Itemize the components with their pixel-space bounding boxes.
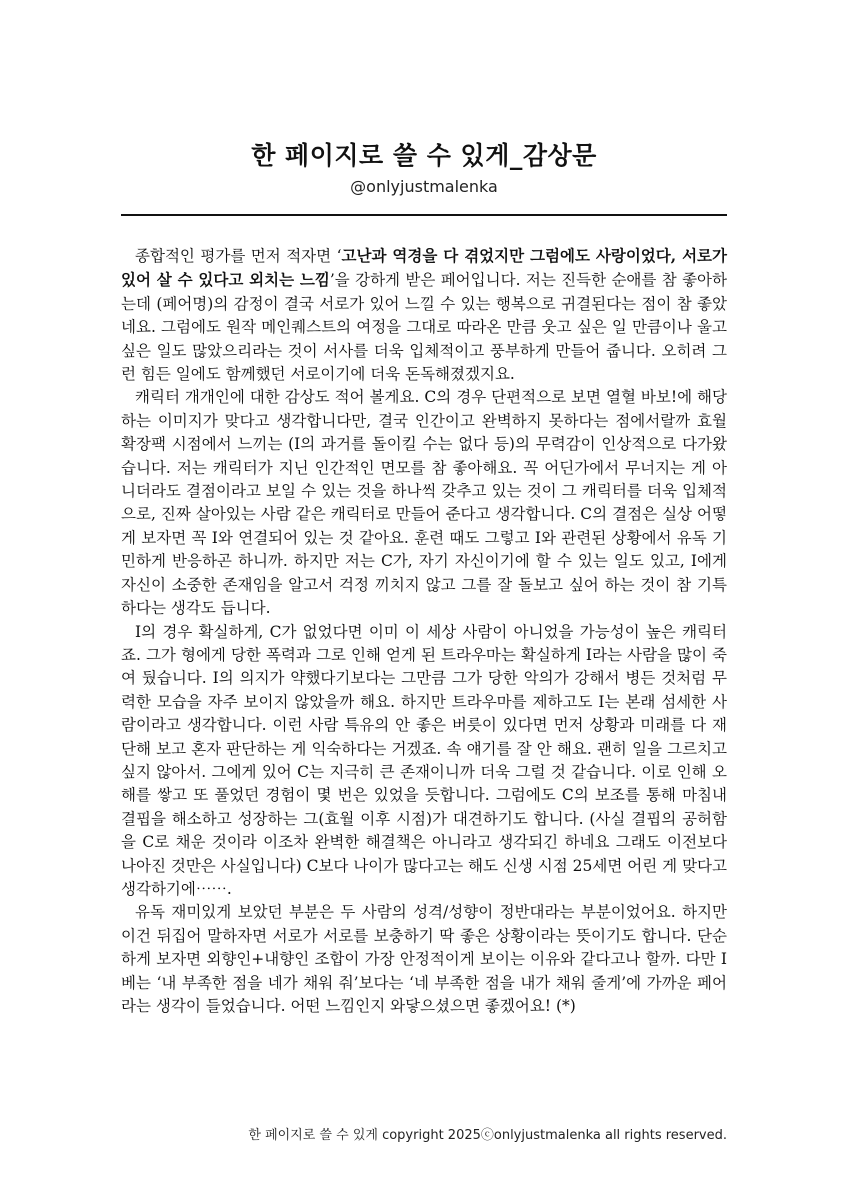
copyright-footer: 한 페이지로 쓸 수 있게 copyright 2025ⓒonlyjustmalenka all rights reserved. (248, 1128, 727, 1143)
document-title: 한 페이지로 쓸 수 있게_감상문 (251, 141, 597, 170)
title-divider (121, 214, 727, 216)
paragraph-1 (121, 244, 727, 386)
paragraph-1-rest: ’을 강하게 받은 페어입니다. 저는 진득한 순애를 참 좋아하는데 (페어명)의 감정이 결국 서로가 있어 느낄 수 있는 행복으로 귀결된다는 점이 참 좋았네요. 그럼에도 원작 메인퀘스트의 여정을 그대로 따라온 만큼 웃고 싶은 일 만큼이나 울고 싶은 일도 많았으리라는 것이 서사를 더욱 입체적이고 풍부하게 만들어 줍니다. 오히려 그런 힘든 일에도 함께했던 서로이기에 더욱 돈독해졌겠지요. (121, 271, 727, 384)
paragraph-2: 캐릭터 개개인에 대한 감상도 적어 볼게요. C의 경우 단편적으로 보면 열혈 바보!에 해당하는 이미지가 맞다고 생각합니다만, 결국 인간이고 완벽하지 못하다는 점에서랄까 효월 확장팩 시점에서 느끼는 (I의 과거를 돌이킬 수는 없다 등)의 무력감이 인상적으로 다가왔습니다. 저는 캐릭터가 지닌 인간적인 면모를 참 좋아해요. 꼭 어딘가에서 무너지는 게 아니더라도 결점이라고 보일 수 있는 것을 하나씩 갖추고 있는 것이 그 캐릭터를 더욱 입체적으로, 진짜 살아있는 사람 같은 캐릭터로 만들어 준다고 생각합니다. C의 결점은 실상 어떻게 보자면 꼭 I와 연결되어 있는 것 같아요. 훈련 때도 그렇고 I와 관련된 상황에서 유독 기민하게 반응하곤 하니까. 하지만 저는 C가, 자기 자신이기에 할 수 있는 일도 있고, I에게 자신이 소중한 존재임을 알고서 걱정 끼치지 않고 그를 잘 돌보고 싶어 하는 것이 참 기특하다는 생각도 듭니다. (121, 388, 727, 618)
paragraph-3: I의 경우 확실하게, C가 없었다면 이미 이 세상 사람이 아니었을 가능성이 높은 캐릭터죠. 그가 형에게 당한 폭력과 그로 인해 얻게 된 트라우마는 확실하게 I라는 사람을 많이 죽여 뒀습니다. I의 의지가 약했다기보다는 그만큼 그가 당한 악의가 강해서 병든 것처럼 무력한 모습을 자주 보이지 않았을까 해요. 하지만 트라우마를 제하고도 I는 본래 섬세한 사람이라고 생각합니다. 이런 사람 특유의 안 좋은 버릇이 있다면 먼저 상황과 미래를 다 재단해 보고 혼자 판단하는 게 익숙하다는 거겠죠. 속 얘기를 잘 안 해요. 괜히 일을 그르치고 싶지 않아서. 그에게 있어 C는 지극히 큰 존재이니까 더욱 그럴 것 같습니다. 이로 인해 오해를 쌓고 또 풀었던 경험이 몇 번은 있었을 듯합니다. 그럼에도 C의 보조를 통해 마침내 결핍을 해소하고 성장하는 그(효월 이후 시점)가 대견하기도 합니다. (사실 결핍의 공허함을 C로 채운 것이라 이조차 완벽한 해결책은 아니라고 생각되긴 하네요 그래도 이전보다 나아진 것만은 사실입니다) C보다 나이가 많다고는 해도 신생 시점 25세면 어린 게 맞다고 생각하기에⋯⋯. (121, 622, 727, 898)
paragraph-1-emphasis: 고난과 역경을 다 겪었지만 그럼에도 사랑이었다, 서로가 있어 살 수 있다고 외치는 느낌 (121, 246, 728, 290)
essay-body (121, 244, 727, 1018)
paragraph-1-lead: 종합적인 평가를 먼저 적자면 ‘ (135, 247, 342, 265)
author-handle: @onlyjustmalenka (350, 177, 498, 196)
paragraph-4: 유독 재미있게 보았던 부분은 두 사람의 성격/성향이 정반대라는 부분이었어요. 하지만 이건 뒤집어 말하자면 서로가 서로를 보충하기 딱 좋은 상황이라는 뜻이기도 합니다. 단순하게 보자면 외향인+내향인 조합이 가장 안정적이게 보이는 이유와 같다고나 할까. 다만 I베는 ‘내 부족한 점을 네가 채워 줘’보다는 ‘네 부족한 점을 내가 채워 줄게’에 가까운 페어라는 생각이 들었습니다. 어떤 느낌인지 와닿으셨으면 좋겠어요! (*) (121, 903, 727, 1015)
